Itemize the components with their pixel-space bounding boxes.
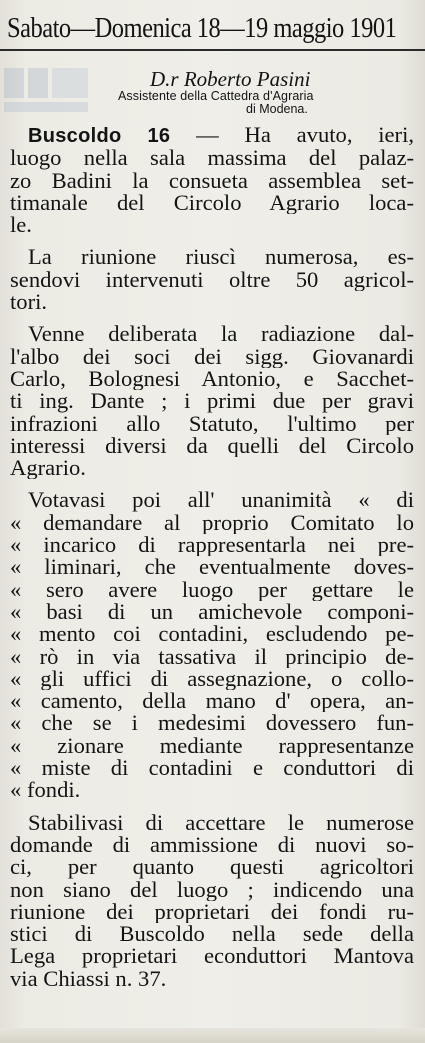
masthead <box>0 0 425 52</box>
article-line: tori. <box>10 291 48 314</box>
article-line: « camento, della mano d' opera, an- <box>10 690 414 713</box>
article-line: Venne deliberata la radiazione dal- <box>28 323 414 346</box>
article-paragraph-1 <box>10 124 414 236</box>
article-line: riunione dei proprietari dei fondi ru- <box>10 900 414 924</box>
article-line: timanale del Circolo Agrario loca- <box>10 191 414 215</box>
article-line: « liminari, che eventualmente doves- <box>10 556 414 579</box>
author-institution-place: di Modena. <box>246 102 308 116</box>
article-line: ci, per quanto questi agricoltori <box>10 856 414 879</box>
article-line: La riunione riuscì numerosa, es- <box>28 246 414 269</box>
article-line: « gli uffici di assegnazione, o collo- <box>10 667 414 691</box>
article-paragraph-3 <box>10 323 414 479</box>
article-paragraph-4 <box>10 489 414 801</box>
article-line: Votavasi poi all' unanimità « di <box>28 489 414 512</box>
article-line: le. <box>10 214 32 237</box>
article-line: l'albo dei soci dei sigg. Giovanardi <box>10 345 414 368</box>
article-line: « incarico di rappresentarla nei pre- <box>10 534 414 557</box>
page-bottom-edge <box>0 1028 425 1043</box>
article-line: « mento coi contadini, escludendo pe- <box>10 623 414 646</box>
article-line: « basi di un amichevole componi- <box>10 600 414 624</box>
article-line: domande di ammissione di nuovi so- <box>10 833 414 857</box>
article-line: interessi diversi da quelli del Circolo <box>10 434 414 458</box>
article-line: infrazioni allo Statuto, l'ultimo per <box>10 412 414 435</box>
article-paragraph-5 <box>10 812 414 990</box>
article-line: zo Badini la consueta assemblea set- <box>10 169 414 192</box>
article-line: ti ing. Dante ; i primi due per gravi <box>10 390 414 413</box>
author-name: D.r Roberto Pasini <box>150 67 311 91</box>
article-line: Agrario. <box>10 457 86 480</box>
article-line: Stabilivasi di accettare le numerose <box>28 811 414 834</box>
archive-stamp-watermark <box>0 60 92 122</box>
author-role: Assistente della Cattedra d'Agraria <box>118 89 314 103</box>
article-line: « demandare al proprio Comitato lo <box>10 511 414 535</box>
article-line: Carlo, Bolognesi Antonio, e Sacchet- <box>10 367 414 391</box>
article-column <box>10 124 414 990</box>
article-line: « fondi. <box>10 779 81 802</box>
article-paragraph-2 <box>10 246 414 313</box>
article-line: sendovi intervenuti oltre 50 agricol- <box>10 268 414 292</box>
article-line: non siano del luogo ; indicendo una <box>10 878 414 901</box>
article-line: via Chiassi n. 37. <box>10 967 167 990</box>
masthead-date-line: Sabato—Domenica 18—19 maggio 1901 <box>7 13 397 44</box>
article-dateline: Buscoldo 16 <box>28 125 171 147</box>
article-line: Lega proprietari econduttori Mantova <box>10 945 414 968</box>
article-line: « sero avere luogo per gettare le <box>10 578 414 601</box>
article-line: « che se i medesimi dovessero fun- <box>10 712 414 735</box>
author-byline <box>118 67 420 116</box>
masthead-rule <box>0 49 425 51</box>
article-line: stici di Buscoldo nella sede della <box>10 923 414 946</box>
article-line: « zionare mediante rappresentanze <box>10 734 414 758</box>
article-line: Buscoldo 16 — Ha avuto, ieri, <box>28 124 414 147</box>
article-line: « miste di contadini e conduttori di <box>10 757 414 780</box>
article-line: « rò in via tassativa il principio de- <box>10 645 414 668</box>
article-line: luogo nella sala massima del palaz- <box>10 147 414 170</box>
